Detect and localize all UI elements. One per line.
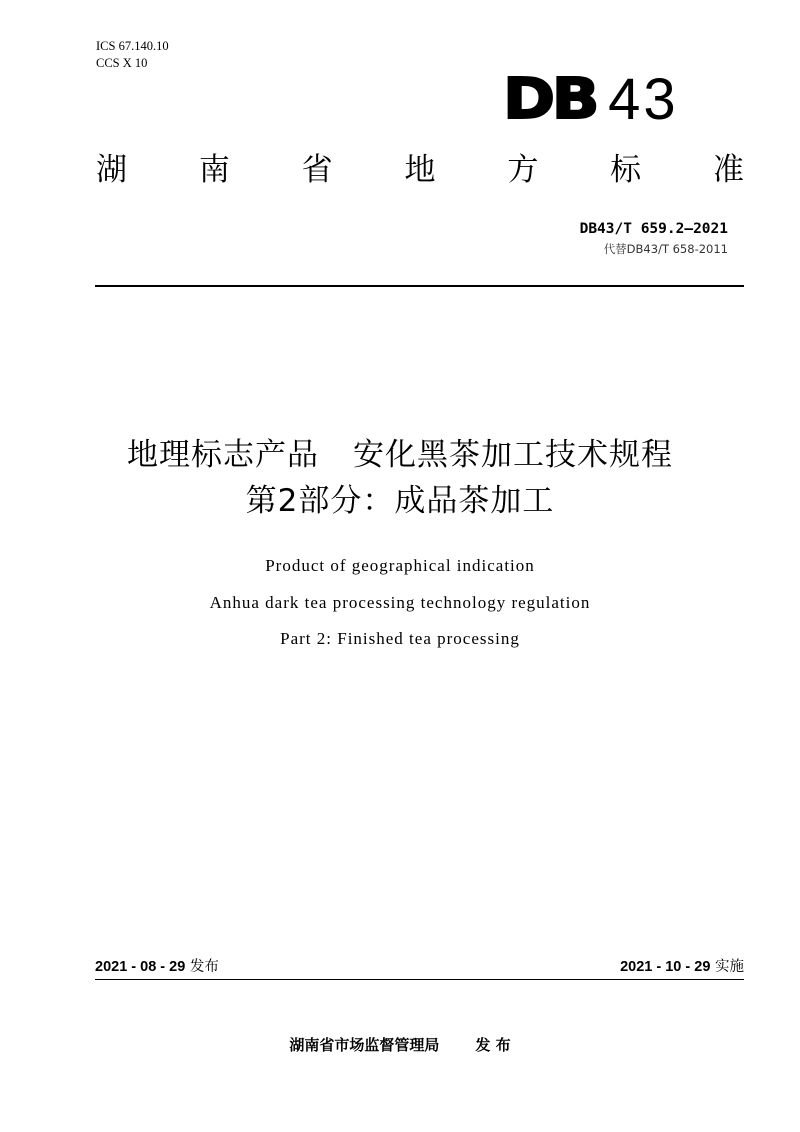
replaces-note: 代替DB43/T 658-2011: [603, 242, 728, 256]
top-divider: [95, 285, 744, 287]
english-title-line-1: Product of geographical indication: [265, 556, 535, 575]
dates-row: [95, 957, 744, 977]
title-part-1: 地理标志产品: [127, 437, 319, 473]
heading-char: 省: [301, 152, 333, 188]
db-letters: DB: [503, 67, 597, 132]
implement-label: 实施: [715, 959, 744, 975]
english-title-line-2: Anhua dark tea processing technology regulation: [209, 592, 591, 612]
issuer-action: 发 布: [475, 1036, 511, 1054]
standard-number-block: [580, 220, 728, 257]
implement-date-block: [620, 957, 744, 977]
heading-char: 南: [198, 152, 230, 188]
title-part-2: 安化黑茶加工技术规程: [353, 437, 673, 473]
standard-code: DB43/T 659.2—2021: [579, 221, 728, 237]
heading-char: 湖: [96, 152, 127, 188]
chinese-title-line-1: [0, 432, 800, 478]
issuer-line: [0, 1035, 800, 1055]
publish-date-block: [95, 957, 219, 977]
ics-code: ICS 67.140.10: [96, 39, 169, 53]
chinese-title: [0, 432, 800, 524]
chinese-title-line-2: 第2部分：成品茶加工: [245, 483, 555, 519]
heading-char: 标: [610, 152, 642, 188]
province-number: 43: [608, 67, 679, 132]
standard-type-heading: [96, 150, 744, 190]
publish-label: 发布: [189, 959, 219, 975]
publish-date: 2021 - 08 - 29: [95, 959, 186, 975]
classification-codes: [96, 38, 169, 72]
db-standard-logo: [503, 67, 679, 132]
implement-date: 2021 - 10 - 29: [620, 959, 711, 975]
heading-char: 准: [712, 152, 744, 188]
issuer-name: 湖南省市场监督管理局: [289, 1036, 440, 1054]
heading-char: 地: [404, 152, 436, 188]
english-title-line-3: Part 2: Finished tea processing: [280, 629, 520, 648]
heading-char: 方: [507, 152, 539, 188]
ccs-code: CCS X 10: [96, 56, 148, 70]
english-title: [0, 556, 800, 666]
bottom-divider: [95, 979, 744, 980]
